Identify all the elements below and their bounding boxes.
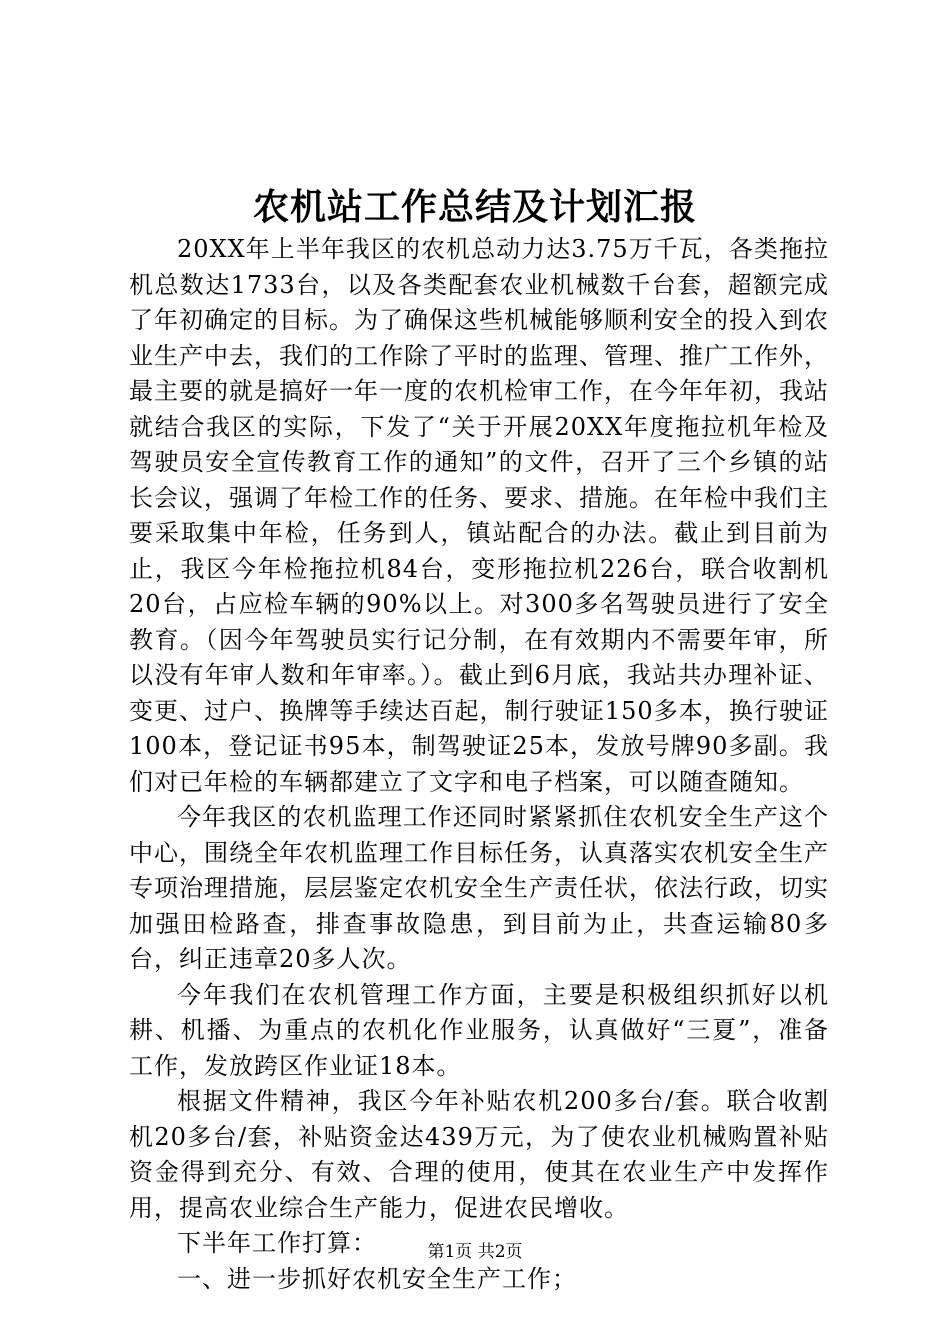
paragraph-1: 20XX年上半年我区的农机总动力达3.75万千瓦，各类拖拉机总数达1733台，以及各类配套农业机械数千台套，超额完成了年初确定的目标。为了确保这些机械能够顺利安全的投入到农业生产中去，我们的工作除了平时的监理、管理、推广工作外，最主要的就是搞好一年一度的农机检审工作，在今年年初，我站就结合我区的实际，下发了“关于开展20XX年度拖拉机年检及驾驶员安全宣传教育工作的通知”的文件，召开了三个乡镇的站长会议，强调了年检工作的任务、要求、措施。在年检中我们主要采取集中年检，任务到人，镇站配合的办法。截止到目前为止，我区今年检拖拉机84台，变形拖拉机226台，联合收割机20台，占应检车辆的90%以上。对300多名驾驶员进行了安全教育。（因今年驾驶员实行记分制，在有效期内不需要年审，所以没有年审人数和年审率。）。截止到6月底，我站共办理补证、变更、过户、换牌等手续达百起，制行驶证150多本，换行驶证100本，登记证书95本，制驾驶证25本，发放号牌90多副。我们对已年检的车辆都建立了文字和电子档案，可以随查随知。: [129, 235, 829, 796]
paragraph-2: 今年我区的农机监理工作还同时紧紧抓住农机安全生产这个中心，围绕全年农机监理工作目标任务，认真落实农机安全生产专项治理措施，层层鉴定农机安全生产责任状，依法行政，切实加强田检路查，排查事故隐患，到目前为止，共查运输80多台，纠正违章20多人次。: [129, 803, 829, 973]
paragraph-6: 一、进一步抓好农机安全生产工作；: [177, 1264, 577, 1293]
page-footer: 第1页 共2页: [427, 1242, 523, 1262]
paragraph-3: 今年我们在农机管理工作方面，主要是积极组织抓好以机耕、机播、为重点的农机化作业服务，认真做好“三夏”，准备工作，发放跨区作业证18本。: [129, 980, 829, 1080]
document-title: 农机站工作总结及计划汇报: [252, 186, 697, 228]
paragraph-4: 根据文件精神，我区今年补贴农机200多台/套。联合收割机20多台/套，补贴资金达439万元，为了使农业机械购置补贴资金得到充分、有效、合理的使用，使其在农业生产中发挥作用，提高农业综合生产能力，促进农民增收。: [129, 1087, 829, 1222]
paragraph-5: 下半年工作打算：: [177, 1229, 377, 1257]
document-body: [129, 232, 829, 1297]
